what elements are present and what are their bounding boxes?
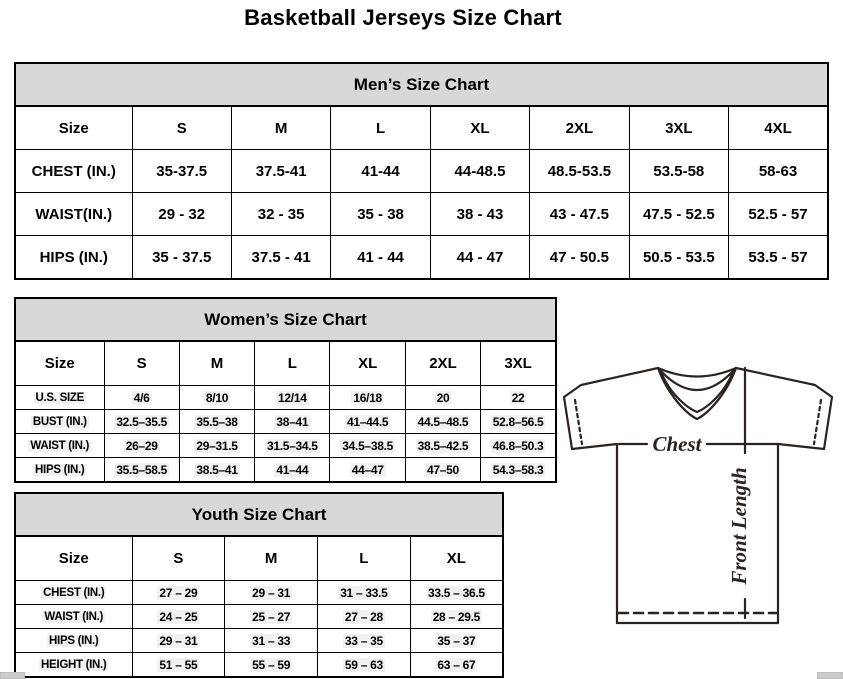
jersey-outline: [564, 368, 832, 623]
right-cuff-dashed-line: [814, 400, 821, 444]
row-label: WAIST (IN.): [15, 434, 104, 458]
row-label: HIPS (IN.): [15, 458, 104, 483]
size-value-cell: 25 – 27: [225, 605, 318, 629]
left-cuff-dashed-line: [575, 400, 582, 444]
size-value-cell: 24 – 25: [132, 605, 225, 629]
size-value-cell: 48.5-53.5: [530, 150, 629, 193]
column-header: 4XL: [729, 106, 828, 150]
mens-size-chart-table: [14, 62, 829, 280]
size-value-cell: 29 – 31: [225, 581, 318, 605]
table-row: [15, 386, 556, 410]
size-value-cell: 38.5–42.5: [405, 434, 480, 458]
table-row: [15, 605, 503, 629]
size-value-cell: 35-37.5: [132, 150, 231, 193]
size-value-cell: 4/6: [104, 386, 179, 410]
row-label: CHEST (IN.): [15, 150, 132, 193]
row-label: CHEST (IN.): [15, 581, 132, 605]
size-value-cell: 27 – 28: [318, 605, 411, 629]
column-header: M: [231, 106, 330, 150]
column-header: XL: [430, 106, 529, 150]
table-row: [15, 193, 828, 236]
row-label: HIPS (IN.): [15, 629, 132, 653]
column-header: Size: [15, 341, 104, 386]
size-value-cell: 52.5 - 57: [729, 193, 828, 236]
size-value-cell: 44-48.5: [430, 150, 529, 193]
size-value-cell: 35 - 38: [331, 193, 430, 236]
size-value-cell: 33.5 – 36.5: [410, 581, 503, 605]
size-value-cell: 35 – 37: [410, 629, 503, 653]
size-value-cell: 53.5-58: [629, 150, 728, 193]
size-value-cell: 26–29: [104, 434, 179, 458]
size-value-cell: 44–47: [330, 458, 405, 483]
chest-label: Chest: [652, 432, 702, 456]
v-neck-inner: [661, 372, 733, 412]
column-header: S: [132, 536, 225, 581]
size-value-cell: 41–44.5: [330, 410, 405, 434]
size-value-cell: 28 – 29.5: [410, 605, 503, 629]
table-row: [15, 434, 556, 458]
size-value-cell: 29 – 31: [132, 629, 225, 653]
size-value-cell: 35.5–58.5: [104, 458, 179, 483]
size-value-cell: 47.5 - 52.5: [629, 193, 728, 236]
column-header: XL: [330, 341, 405, 386]
size-value-cell: 46.8–50.3: [481, 434, 556, 458]
table-caption: Women’s Size Chart: [15, 298, 556, 341]
size-value-cell: 37.5 - 41: [231, 236, 330, 280]
size-value-cell: 29 - 32: [132, 193, 231, 236]
size-value-cell: 12/14: [255, 386, 330, 410]
row-label: BUST (IN.): [15, 410, 104, 434]
collar-back-arc: [658, 368, 736, 377]
column-header: 2XL: [405, 341, 480, 386]
size-value-cell: 31 – 33.5: [318, 581, 411, 605]
youth-size-chart-table: [14, 492, 504, 678]
size-value-cell: 38.5–41: [179, 458, 254, 483]
page-title: Basketball Jerseys Size Chart: [244, 5, 562, 30]
size-value-cell: 35.5–38: [179, 410, 254, 434]
column-header: L: [255, 341, 330, 386]
table-row: [15, 629, 503, 653]
horizontal-scrollbar-fragment-right[interactable]: [817, 672, 843, 679]
size-value-cell: 27 – 29: [132, 581, 225, 605]
size-value-cell: 63 – 67: [410, 653, 503, 678]
row-label: WAIST (IN.): [15, 605, 132, 629]
row-label: HIPS (IN.): [15, 236, 132, 280]
column-header: Size: [15, 536, 132, 581]
row-label: HEIGHT (IN.): [15, 653, 132, 678]
column-header: M: [179, 341, 254, 386]
size-value-cell: 41 - 44: [331, 236, 430, 280]
size-value-cell: 38 - 43: [430, 193, 529, 236]
row-label: U.S. SIZE: [15, 386, 104, 410]
size-value-cell: 44 - 47: [430, 236, 529, 280]
size-value-cell: 58-63: [729, 150, 828, 193]
size-value-cell: 52.8–56.5: [481, 410, 556, 434]
column-header: XL: [410, 536, 503, 581]
row-label: WAIST(IN.): [15, 193, 132, 236]
front-length-label: Front Length: [727, 467, 751, 585]
jersey-measurement-diagram: [555, 355, 843, 645]
table-caption: Youth Size Chart: [15, 493, 503, 536]
column-header: S: [104, 341, 179, 386]
size-value-cell: 55 – 59: [225, 653, 318, 678]
column-header: 3XL: [629, 106, 728, 150]
size-value-cell: 32.5–35.5: [104, 410, 179, 434]
size-value-cell: 31 – 33: [225, 629, 318, 653]
size-value-cell: 43 - 47.5: [530, 193, 629, 236]
column-header: S: [132, 106, 231, 150]
size-value-cell: 33 – 35: [318, 629, 411, 653]
column-header: L: [318, 536, 411, 581]
size-value-cell: 16/18: [330, 386, 405, 410]
table-caption: Men’s Size Chart: [15, 63, 828, 106]
column-header: M: [225, 536, 318, 581]
table-row: [15, 236, 828, 280]
size-value-cell: 34.5–38.5: [330, 434, 405, 458]
size-value-cell: 32 - 35: [231, 193, 330, 236]
column-header: 2XL: [530, 106, 629, 150]
size-value-cell: 20: [405, 386, 480, 410]
size-value-cell: 59 – 63: [318, 653, 411, 678]
womens-size-chart-table: [14, 297, 557, 483]
column-header: Size: [15, 106, 132, 150]
horizontal-scrollbar-fragment-left[interactable]: [0, 672, 25, 679]
size-value-cell: 44.5–48.5: [405, 410, 480, 434]
table-row: [15, 150, 828, 193]
size-value-cell: 8/10: [179, 386, 254, 410]
size-value-cell: 35 - 37.5: [132, 236, 231, 280]
table-row: [15, 410, 556, 434]
size-value-cell: 54.3–58.3: [481, 458, 556, 483]
size-value-cell: 50.5 - 53.5: [629, 236, 728, 280]
table-row: [15, 653, 503, 678]
size-value-cell: 51 – 55: [132, 653, 225, 678]
size-value-cell: 29–31.5: [179, 434, 254, 458]
column-header: L: [331, 106, 430, 150]
size-value-cell: 41–44: [255, 458, 330, 483]
size-value-cell: 53.5 - 57: [729, 236, 828, 280]
size-value-cell: 37.5-41: [231, 150, 330, 193]
size-value-cell: 22: [481, 386, 556, 410]
size-value-cell: 31.5–34.5: [255, 434, 330, 458]
size-value-cell: 47 - 50.5: [530, 236, 629, 280]
table-row: [15, 458, 556, 483]
size-value-cell: 38–41: [255, 410, 330, 434]
column-header: 3XL: [481, 341, 556, 386]
size-value-cell: 41-44: [331, 150, 430, 193]
table-row: [15, 581, 503, 605]
size-value-cell: 47–50: [405, 458, 480, 483]
